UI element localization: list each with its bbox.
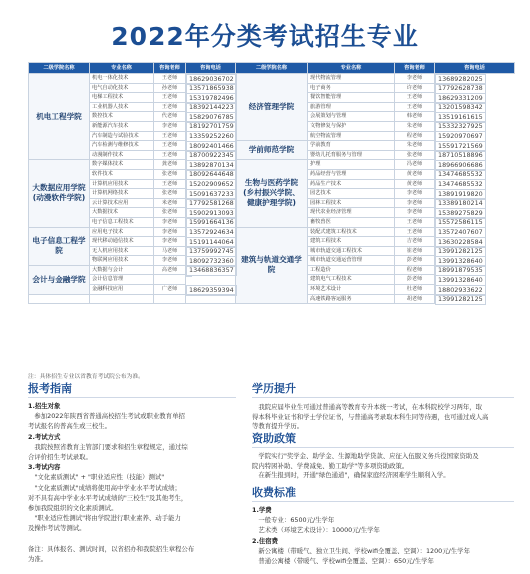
paragraph-line: 艺术类（环境艺术设计）：10000元/生学年 [252, 526, 380, 535]
major-name: 药品经营与管理 [308, 169, 395, 179]
major-name: 电子信息工程技术 [90, 217, 154, 227]
phone-number: 13689282025 [435, 74, 486, 85]
teacher-name: 张老师 [154, 189, 186, 199]
college-name: 建筑与轨道交通学院 [236, 227, 308, 304]
college-name: 经济管理学院 [236, 74, 308, 141]
paragraph-line: 普通公寓楼（带暖气、学校wifi全覆盖、空调）：650元/生学年 [252, 557, 434, 565]
teacher-name: 高老师 [154, 265, 186, 275]
major-name: 现代农业经济管理 [308, 208, 395, 218]
page-title: 2022年分类考试招生专业 [111, 22, 419, 51]
phone-number: 17792581268 [186, 198, 237, 209]
majors-table [28, 62, 515, 304]
major-name: 汽车检测与维修技术 [90, 141, 154, 151]
major-name: 学前教育 [308, 141, 395, 151]
major-name: 动漫制作技术 [90, 150, 154, 160]
teacher-name: 朱老师 [395, 141, 435, 151]
phone-number: 18700922345 [186, 150, 237, 161]
aid-divider [252, 447, 514, 448]
phone-number: 15332327925 [435, 121, 486, 132]
phone-number: 18092644648 [186, 169, 237, 180]
teacher-name: 胡老师 [395, 294, 435, 304]
major-name: 无人机应用技术 [90, 246, 154, 256]
major-name: 物联网应用技术 [90, 256, 154, 266]
major-name: 金融科技应用 [90, 285, 154, 295]
fees-heading: 收费标准 [252, 486, 296, 499]
major-name: 航空物流管理 [308, 131, 395, 141]
major-name: 餐饮智能管理 [308, 93, 395, 103]
college-name: 大数据应用学院 (动漫软件学院) [29, 160, 90, 227]
paragraph-line: 等教育提升学历。 [252, 422, 304, 430]
teacher-name: 王老师 [154, 179, 186, 189]
table-row [29, 141, 515, 151]
phone-number [186, 275, 192, 277]
teacher-name: 李老师 [395, 74, 435, 84]
major-name: 药品生产技术 [308, 179, 395, 189]
phone-number: 13759992745 [186, 246, 237, 257]
major-name: 云计算技术应用 [90, 198, 154, 208]
aid-heading: 资助政策 [252, 432, 296, 445]
major-name: 城市轨道交通运营管理 [308, 256, 395, 266]
paragraph-line: 对不具有高中学业水平考试成绩的"三校生"及其他考生， [28, 493, 188, 502]
table-row [29, 74, 515, 84]
phone-number: 18991879535 [435, 265, 486, 276]
phone-number: 13201598342 [435, 102, 486, 113]
phone-number: 13630228584 [435, 237, 486, 248]
teacher-name: 李老师 [395, 208, 435, 218]
phone-number: 13474685532 [435, 179, 486, 190]
subsection-title: 1.学费 [252, 506, 272, 514]
table-row [29, 160, 515, 170]
teacher-name: 王老师 [154, 131, 186, 141]
teacher-name: 李老师 [154, 237, 186, 247]
major-name: 工程造价 [308, 265, 395, 275]
column-header: 咨询老师 [154, 63, 186, 74]
paragraph-line: 在新生报到时，开通"绿色通道"，确保家庭经济困难学生顺利入学。 [252, 471, 450, 479]
subsection-title: 3.考试内容 [28, 463, 61, 472]
paragraph-line: 为准。 [28, 555, 48, 563]
teacher-name: 朱老师 [395, 121, 435, 131]
phone-number: 15319782496 [186, 93, 237, 104]
major-name: 工业机器人技术 [90, 102, 154, 112]
phone-number: 13359252260 [186, 131, 237, 142]
phone-number: 13572407607 [435, 227, 486, 238]
phone-number: 13991328640 [435, 275, 486, 286]
phone-number: 18092732360 [186, 256, 237, 267]
teacher-name: 李老师 [154, 227, 186, 237]
phone-number: 18802933622 [435, 285, 486, 296]
paragraph-line: 学院实行"奖学金、助学金、生源地助学贷款、应征入伍服义务兵役国家资助及 [252, 452, 479, 460]
major-name: 数控技术 [90, 112, 154, 122]
guide-heading: 报考指南 [28, 382, 72, 395]
major-name: 环境艺术设计 [308, 285, 395, 295]
phone-number: 18629359394 [186, 285, 237, 296]
major-name: 建筑电气工程技术 [308, 275, 395, 285]
major-name: 计算机应用技术 [90, 179, 154, 189]
teacher-name: 王老师 [395, 227, 435, 237]
teacher-name: 李老师 [395, 198, 435, 208]
phone-number: 18392144223 [186, 102, 237, 113]
phone-number: 15591721569 [435, 141, 486, 152]
guide-divider [28, 397, 236, 398]
teacher-name: 王老师 [395, 93, 435, 103]
teacher-name: 黄老师 [395, 169, 435, 179]
major-name: 电气自动化技术 [90, 83, 154, 93]
teacher-name: 王老师 [154, 74, 186, 84]
teacher-name: 黄老师 [395, 179, 435, 189]
teacher-name: 李老师 [154, 256, 186, 266]
paragraph-line: "文化素质测试"成绩将使用高中学业水平考试成绩； [28, 483, 181, 492]
phone-number: 15902913093 [186, 208, 237, 219]
major-name: 园艺技术 [308, 189, 395, 199]
paragraph-line: 我院应届毕业生可通过普通高等教育专升本统一考试，在本科院校学习两年，取 [252, 403, 483, 411]
paragraph-line: "文化素质测试" + "职业适应性（技能）测试" [28, 473, 165, 482]
phone-number: 18966906686 [435, 160, 486, 171]
major-name: 高速铁路客运服务 [308, 294, 395, 304]
teacher-name: 孙老师 [154, 83, 186, 93]
paragraph-line: 备注：具体报名、测试时间，以省招办和我院招生章程公布 [28, 544, 195, 553]
paragraph-line: 一般专业：6500元/生学年 [252, 516, 335, 525]
teacher-name: 吉老师 [395, 237, 435, 247]
phone-number: 13571865938 [186, 83, 237, 94]
paragraph-line: 新公寓楼（带暖气、独立卫生间、学校wifi全覆盖、空调）：1200元/生学年 [252, 546, 470, 555]
major-name: 园林工程技术 [308, 198, 395, 208]
teacher-name: 李老师 [154, 121, 186, 131]
college-name: 会计与金融学院 [29, 265, 90, 294]
major-name: 新能源汽车技术 [90, 121, 154, 131]
column-header: 咨询电话 [435, 63, 515, 74]
phone-number: 17792628738 [435, 83, 486, 94]
college-name: 电子信息工程学院 [29, 227, 90, 265]
teacher-name: 王老师 [154, 102, 186, 112]
phone-number: 18710518896 [435, 150, 486, 161]
paragraph-line: 院内特困补助、学费减免、勤工助学"等多项资助政策。 [252, 461, 409, 470]
teacher-name: 王老师 [154, 141, 186, 151]
teacher-name: 彭老师 [395, 275, 435, 285]
degree-divider [252, 397, 514, 398]
major-name: 大数据与会计 [90, 265, 154, 275]
paragraph-line: 考试报名的普高生或三校生。 [28, 422, 112, 431]
teacher-name: 王老师 [154, 150, 186, 160]
paragraph-line: "职业适应性测试"将由学院进行职业素养、动手能力 [28, 514, 181, 523]
major-name: 机电一体化技术 [90, 74, 154, 84]
phone-number: 18092401466 [186, 141, 237, 152]
phone-number: 13991328640 [435, 256, 486, 267]
major-name: 电梯工程技术 [90, 93, 154, 103]
paragraph-line: 得本科毕业证书和学士学位证书，与普通高考录取本科生同等待遇，也可通过成人高 [252, 412, 489, 421]
major-name: 应用电子技术 [90, 227, 154, 237]
major-name: 电子商务 [308, 83, 395, 93]
column-header: 咨询老师 [395, 63, 435, 74]
teacher-name: 张老师 [154, 208, 186, 218]
major-name: 建筑工程技术 [308, 237, 395, 247]
teacher-name: 王老师 [154, 93, 186, 103]
major-name: 婴幼儿托育服务与管理 [308, 150, 395, 160]
teacher-name: 王老师 [395, 102, 435, 112]
subsection-title: 1.招生对象 [28, 402, 61, 410]
table-header-row [29, 63, 515, 74]
teacher-name: 王老师 [395, 217, 435, 227]
teacher-name: 米老师 [154, 198, 186, 208]
teacher-name [154, 275, 186, 285]
teacher-name: 杜老师 [395, 285, 435, 295]
empty-cell [29, 294, 90, 304]
phone-number: 15389275829 [435, 208, 486, 219]
paragraph-line: 参加2022年陕西省普通高校招生考试或职业教育单招 [28, 412, 185, 421]
teacher-name: 张老师 [154, 169, 186, 179]
column-header: 二级学院名称 [29, 63, 90, 74]
major-name: 现代物流管理 [308, 74, 395, 84]
college-name: 机电工程学院 [29, 74, 90, 160]
phone-number: 15191144064 [186, 237, 237, 248]
subsection-title: 2.住宿费 [252, 536, 279, 545]
major-name: 城市轨道交通工程技术 [308, 246, 395, 256]
column-header: 专业名称 [90, 63, 154, 74]
teacher-name: 许老师 [395, 83, 435, 93]
teacher-name: 代老师 [154, 112, 186, 122]
paragraph-line: 参加我院组织的文化素质测试。 [28, 504, 118, 512]
phone-number: 13572924634 [186, 227, 237, 238]
column-header: 咨询电话 [186, 63, 236, 74]
college-name: 学前师范学院 [236, 141, 308, 160]
paragraph-line: 及操作考试等测试。 [28, 524, 86, 533]
column-header: 专业名称 [308, 63, 395, 74]
teacher-name: 彭老师 [395, 256, 435, 266]
teacher-name: 李老师 [154, 217, 186, 227]
phone-number: 13519161615 [435, 112, 486, 123]
phone-number: 13474685532 [435, 169, 486, 180]
teacher-name: 程老师 [395, 131, 435, 141]
empty-cell [90, 294, 154, 304]
teacher-name: 崔老师 [395, 246, 435, 256]
phone-number: 18629036702 [186, 74, 237, 85]
teacher-name: 马老师 [154, 246, 186, 256]
table-row [29, 227, 515, 237]
major-name: 汽车制造与试验技术 [90, 131, 154, 141]
major-name: 会计信息管理 [90, 275, 154, 285]
major-name: 旅游管理 [308, 102, 395, 112]
phone-number: 18192701759 [186, 121, 237, 132]
teacher-name: 李老师 [395, 189, 435, 199]
major-name: 畜牧兽医 [308, 217, 395, 227]
major-name: 软件技术 [90, 169, 154, 179]
major-name: 护理 [308, 160, 395, 170]
phone-number: 15202909652 [186, 179, 237, 190]
teacher-name: 龚老师 [154, 160, 186, 170]
major-name: 数字媒体技术 [90, 160, 154, 170]
column-header: 二级学院名称 [236, 63, 308, 74]
teacher-name: 广老师 [154, 285, 186, 295]
phone-number: 15920970697 [435, 131, 486, 142]
teacher-name: 程老师 [395, 265, 435, 275]
paragraph-line: 合评价招生考试录取。 [28, 453, 92, 461]
subsection-title: 2.考试方式 [28, 432, 61, 441]
phone-number: 15572586115 [435, 217, 486, 228]
phone-number: 13892870134 [186, 160, 237, 171]
degree-heading: 学历提升 [252, 382, 296, 395]
table-note: 注：具体招生专业以省教育考试院公布为准。 [28, 374, 144, 380]
major-name: 计算机网络技术 [90, 189, 154, 199]
teacher-name: 张老师 [395, 150, 435, 160]
major-name: 大数据技术 [90, 208, 154, 218]
phone-number: 15091637233 [186, 189, 237, 200]
major-name: 会展策划与管理 [308, 112, 395, 122]
phone-number: 13891919820 [435, 189, 486, 200]
teacher-name: 韩老师 [395, 112, 435, 122]
teacher-name: 冯老师 [395, 160, 435, 170]
phone-number: 13389180214 [435, 198, 486, 209]
phone-number: 18629331209 [435, 93, 486, 104]
major-name: 现代移动通信技术 [90, 237, 154, 247]
college-name: 生物与医药学院 (乡村振兴学院、 健康护理学院) [236, 160, 308, 227]
phone-number: 15829076785 [186, 112, 237, 123]
major-name: 装配式建筑工程技术 [308, 227, 395, 237]
phone-number: 13991282125 [435, 294, 486, 305]
paragraph-line: 我院按照省教育主管部门要求和招生章程规定，通过综 [28, 442, 188, 451]
empty-cell [154, 294, 186, 304]
phone-number: 13991282125 [435, 246, 486, 257]
phone-number: 15991664136 [186, 217, 237, 228]
table-body [29, 74, 515, 304]
fees-divider [252, 501, 514, 502]
empty-cell [186, 294, 236, 304]
phone-number: 13468836357 [186, 265, 237, 276]
major-name: 文物修复与保护 [308, 121, 395, 131]
